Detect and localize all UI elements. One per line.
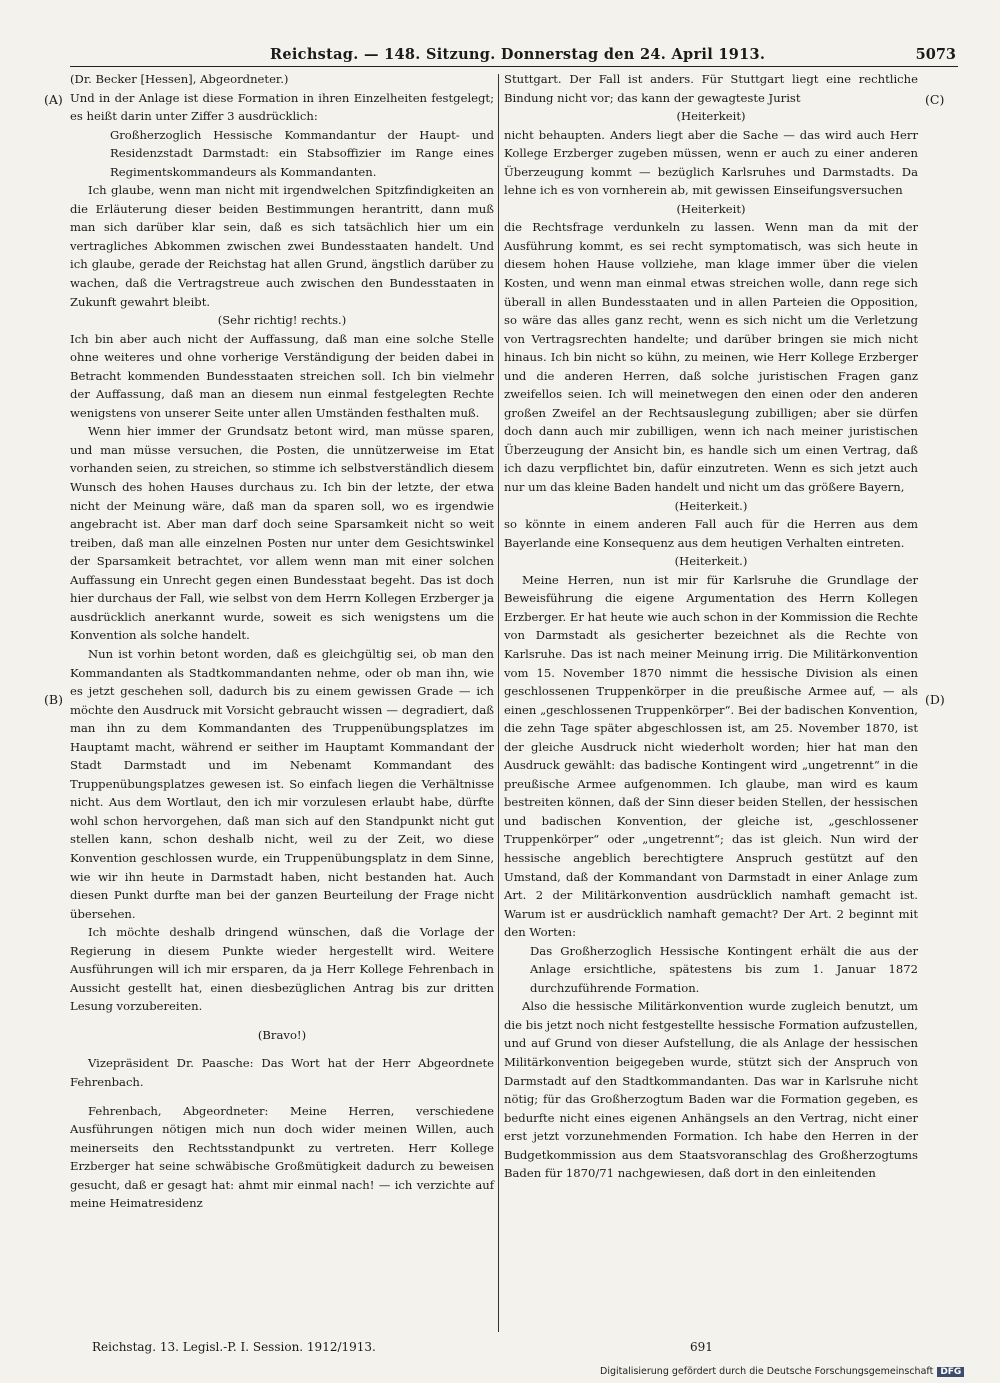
paragraph: Also die hessische Militärkonvention wurde zugleich benutzt, um die bis jetzt noch nicht festgestellte hessische Formation aufzustellen, und auf Grund von dieser Aufstellung, die als Anlage der hessischen Militärkonvention beigegeben wurde, stützt sich der Anspruch von Darmstadt auf den Stadtkommandanten. Das war in Karlsruhe nicht nötig; für das Großherzogtum Baden war die Formation gegeben, es bedurfte nicht eines eigenen Anhängsels an den Vertrag, nicht einer erst jetzt vorzunehmenden Formation. Ich habe den Herren in der Budgetkommission aus dem Staatsvoranschlag des Großherzogtums Baden für 1870/71 nachgewiesen, daß dort in den einleitenden <box>504 999 918 1181</box>
quote-block: Das Großherzoglich Hessische Kontingent erhält die aus der Anlage ersichtliche, spätestens bis zum 1. Januar 1872 durchzuführende Formation. <box>530 943 918 995</box>
paragraph: die Rechtsfrage verdunkeln zu lassen. Wenn man da mit der Ausführung kommt, es sei recht symptomatisch, was sich heute in diesem hohen Hause vollziehe, man klage immer über die vielen Kosten, und wenn man einmal etwas streichen wolle, dann rege sich überall in allen Bundesstaaten und in allen Parteien die Opposition, so wäre das alles ganz recht, wenn es sich nicht um die Verletzung von Vertragsrechten handelte; und darüber bringen sie mich nicht hinaus. Ich bin nicht so kühn, zu meinen, wie Herr Kollege Erzberger und die anderen Herren, daß solche juristischen Fragen ganz zweifellos seien. Ich will meinetwegen den einen oder den anderen großen Zweifel an der Rechtsauslegung zubilligen; aber sie dürfen doch dann auch mir zubilligen, wenn ich nach meiner juristischen Überzeugung der Ansicht bin, es handle sich um einen Vertrag, daß ich dazu verpflichtet bin, dafür einzutreten. Wenn es sich jetzt auch nur um das kleine Baden handelt und nicht um das größere Bayern, <box>504 220 918 495</box>
header-rule <box>70 66 958 67</box>
paragraph: Wenn hier immer der Grundsatz betont wird, man müsse sparen, und man müsse versuchen, die Posten, die unnützerweise im Etat vorhanden seien, zu streichen, so stimme ich selbstverständlich diesem Wunsch des hohen Hauses durchaus zu. Ich bin der letzte, der etwa nicht der Meinung wäre, daß man da sparen soll, wo es irgendwie angebracht ist. Aber man darf doch seine Sparsamkeit nicht so weit treiben, daß man alle einzelnen Posten nur unter dem Gesichtswinkel der Sparsamkeit betrachtet, vor allem wenn man mit einer solchen Auffassung ein Unrecht gegen einen Bundesstaat begeht. Das ist doch hier durchaus der Fall, wie selbst von dem Herrn Kollegen Erzberger ja ausdrücklich anerkannt wurde, soweit es sich wenigstens um die Konvention als solche handelt. <box>70 424 494 643</box>
credit-text: Digitalisierung gefördert durch die Deutsche Forschungsgemeinschaft <box>600 1366 934 1377</box>
interjection: (Heiterkeit.) <box>674 554 748 569</box>
interjection: (Sehr richtig! rechts.) <box>217 313 347 328</box>
column-divider <box>498 74 499 1332</box>
interjection: (Heiterkeit) <box>676 201 746 216</box>
left-column <box>70 70 494 1282</box>
speaker-note: (Dr. Becker [Hessen], Abgeordneter.) <box>70 72 289 86</box>
header-title: Reichstag. — 148. Sitzung. Donnerstag den 24. April 1913. <box>270 46 766 63</box>
speaker-paragraph: Fehrenbach, Abgeordneter: Meine Herren, verschiedene Ausführungen nötigen mich nun doch wider meinen Willen, auch meinerseits den Rechtsstandpunkt zu vertreten. Herr Kollege Erzberger hat seine schwäbische Großmütigkeit dadurch zu beweisen gesucht, daß er gesagt hat: ahmt mir einmal nach! — ich verzichte auf meine Heimatresidenz <box>70 1103 494 1211</box>
paragraph: Und in der Anlage ist diese Formation in ihren Einzelheiten festgelegt; es heißt darin unter Ziffer 3 ausdrücklich: <box>70 90 494 124</box>
footer-sheet-number: 691 <box>690 1340 713 1354</box>
paragraph: Ich möchte deshalb dringend wünschen, daß die Vorlage der Regierung in diesem Punkte wieder hergestellt wird. Weitere Ausführungen will ich mir ersparen, da ja Herr Kollege Fehrenbach in Aussicht gestellt hat, einen diesbezüglichen Antrag bis zur dritten Lesung vorzubereiten. <box>70 925 494 1014</box>
paragraph: Ich glaube, wenn man nicht mit irgendwelchen Spitzfindigkeiten an die Erläuterung dieser beiden Bestimmungen herantritt, dann muß man sich darüber klar sein, daß es sich tatsächlich hier um ein vertragliches Abkommen zwischen zwei Bundesstaaten handelt. Und ich glaube, gerade der Reichstag hat allen Grund, ängstlich darüber zu wachen, daß die Vertragstreue auch zwischen den Bundesstaaten in Zukunft gewahrt bleibt. <box>70 183 494 309</box>
margin-marker-c: (C) <box>925 92 945 107</box>
paragraph: Ich bin aber auch nicht der Auffassung, daß man eine solche Stelle ohne weiteres und ohne vorherige Verständigung der beiden dabei in Betracht kommenden Bundesstaaten streichen soll. Ich bin vielmehr der Auffassung, daß man an diesem nun einmal festgelegten Rechte wenigstens von unserer Seite unter allen Umständen festhalten muß. <box>70 331 494 420</box>
page-number: 5073 <box>915 46 956 63</box>
margin-marker-b: (B) <box>44 692 63 707</box>
interjection: (Bravo!) <box>257 1027 307 1042</box>
speaker-paragraph: Vizepräsident Dr. Paasche: Das Wort hat der Herr Abgeordnete Fehrenbach. <box>70 1056 494 1089</box>
page-header <box>70 44 958 66</box>
paragraph: nicht behaupten. Anders liegt aber die Sache — das wird auch Herr Kollege Erzberger zugeben müssen, wenn er auch zu einer anderen Überzeugung kommt — bezüglich Karlsruhes und Darmstadts. Da lehne ich es von vornherein ab, mit gewissen Einseifungsversuchen <box>504 127 918 198</box>
footer-session: Reichstag. 13. Legisl.-P. I. Session. 1912/1913. <box>92 1340 376 1354</box>
margin-marker-d: (D) <box>925 692 945 707</box>
paragraph: Meine Herren, nun ist mir für Karlsruhe die Grundlage der Beweisführung die eigene Argumentation des Herrn Kollegen Erzberger. Er hat heute wie auch schon in der Kommission die Rechte von Darmstadt als gesicherter bezeichnet als die Rechte von Karlsruhe. Das ist nach meiner Meinung irrig. Die Militärkonvention vom 15. November 1870 nimmt die hessische Division als einen geschlossenen Truppenkörper in die preußische Armee auf, — als einen „geschlossenen Truppenkörper“. Bei der badischen Konvention, die zehn Tage später abgeschlossen ist, am 25. November 1870, ist der gleiche Ausdruck nicht wiederholt worden; hier hat man den Ausdruck gewählt: das badische Kontingent wird „ungetrennt“ in die preußische Armee aufgenommen. Ich glaube, man wird es kaum bestreiten können, daß der Sinn dieser beiden Stellen, der hessischen und badischen Konvention, der gleiche ist, „geschlossener Truppenkörper“ oder „ungetrennt“; das ist gleich. Nun wird der hessische angeblich berechtigtere Anspruch gestützt auf den Umstand, daß der Kommandant von Darmstadt in einer Anlage zum Art. 2 der Militärkonvention ausdrücklich namhaft gemacht ist. Warum ist er ausdrücklich namhaft gemacht? Der Art. 2 beginnt mit den Worten: <box>504 572 918 940</box>
interjection: (Heiterkeit) <box>676 109 746 124</box>
quote-block: Großherzoglich Hessische Kommandantur der Haupt- und Residenzstadt Darmstadt: ein Stabsoffizier im Range eines Regimentskommandeurs als Kommandanten. <box>110 127 494 179</box>
paragraph: Stuttgart. Der Fall ist anders. Für Stuttgart liegt eine rechtliche Bindung nicht vor; das kann der gewagteste Jurist <box>504 72 918 105</box>
right-column <box>504 70 918 1282</box>
margin-marker-a: (A) <box>44 92 63 107</box>
paragraph: Nun ist vorhin betont worden, daß es gleichgültig sei, ob man den Kommandanten als Stadtkommandanten nehme, oder ob man ihn, wie es jetzt geschehen soll, dadurch bis zu einem gewissen Grade — ich möchte den Ausdruck mit Vorsicht gebraucht wissen — degradiert, daß man ihn zu dem Kommandanten des Truppenübungsplatzes im Hauptamt macht, während er seither im Hauptamt Kommandant der Stadt Darmstadt und im Nebenamt Kommandant des Truppenübungsplatzes gewesen ist. So einfach liegen die Verhältnisse nicht. Aus dem Wortlaut, den ich mir vorzulesen erlaubt habe, dürfte wohl schon hervorgehen, daß man sich auf den Standpunkt nicht gut stellen kann, schon deshalb nicht, weil zu der Zeit, wo diese Konvention geschlossen wurde, ein Truppenübungsplatz in dem Sinne, wie wir ihn heute in Darmstadt haben, nicht bestanden hat. Auch diesen Punkt durfte man bei der ganzen Beurteilung der Frage nicht übersehen. <box>70 646 494 921</box>
paragraph: so könnte in einem anderen Fall auch für die Herren aus dem Bayerlande eine Konsequenz aus dem heutigen Verhalten eintreten. <box>504 517 918 550</box>
digitization-credit <box>600 1366 964 1377</box>
dfg-logo: DFG <box>937 1367 964 1377</box>
interjection: (Heiterkeit.) <box>674 498 748 513</box>
